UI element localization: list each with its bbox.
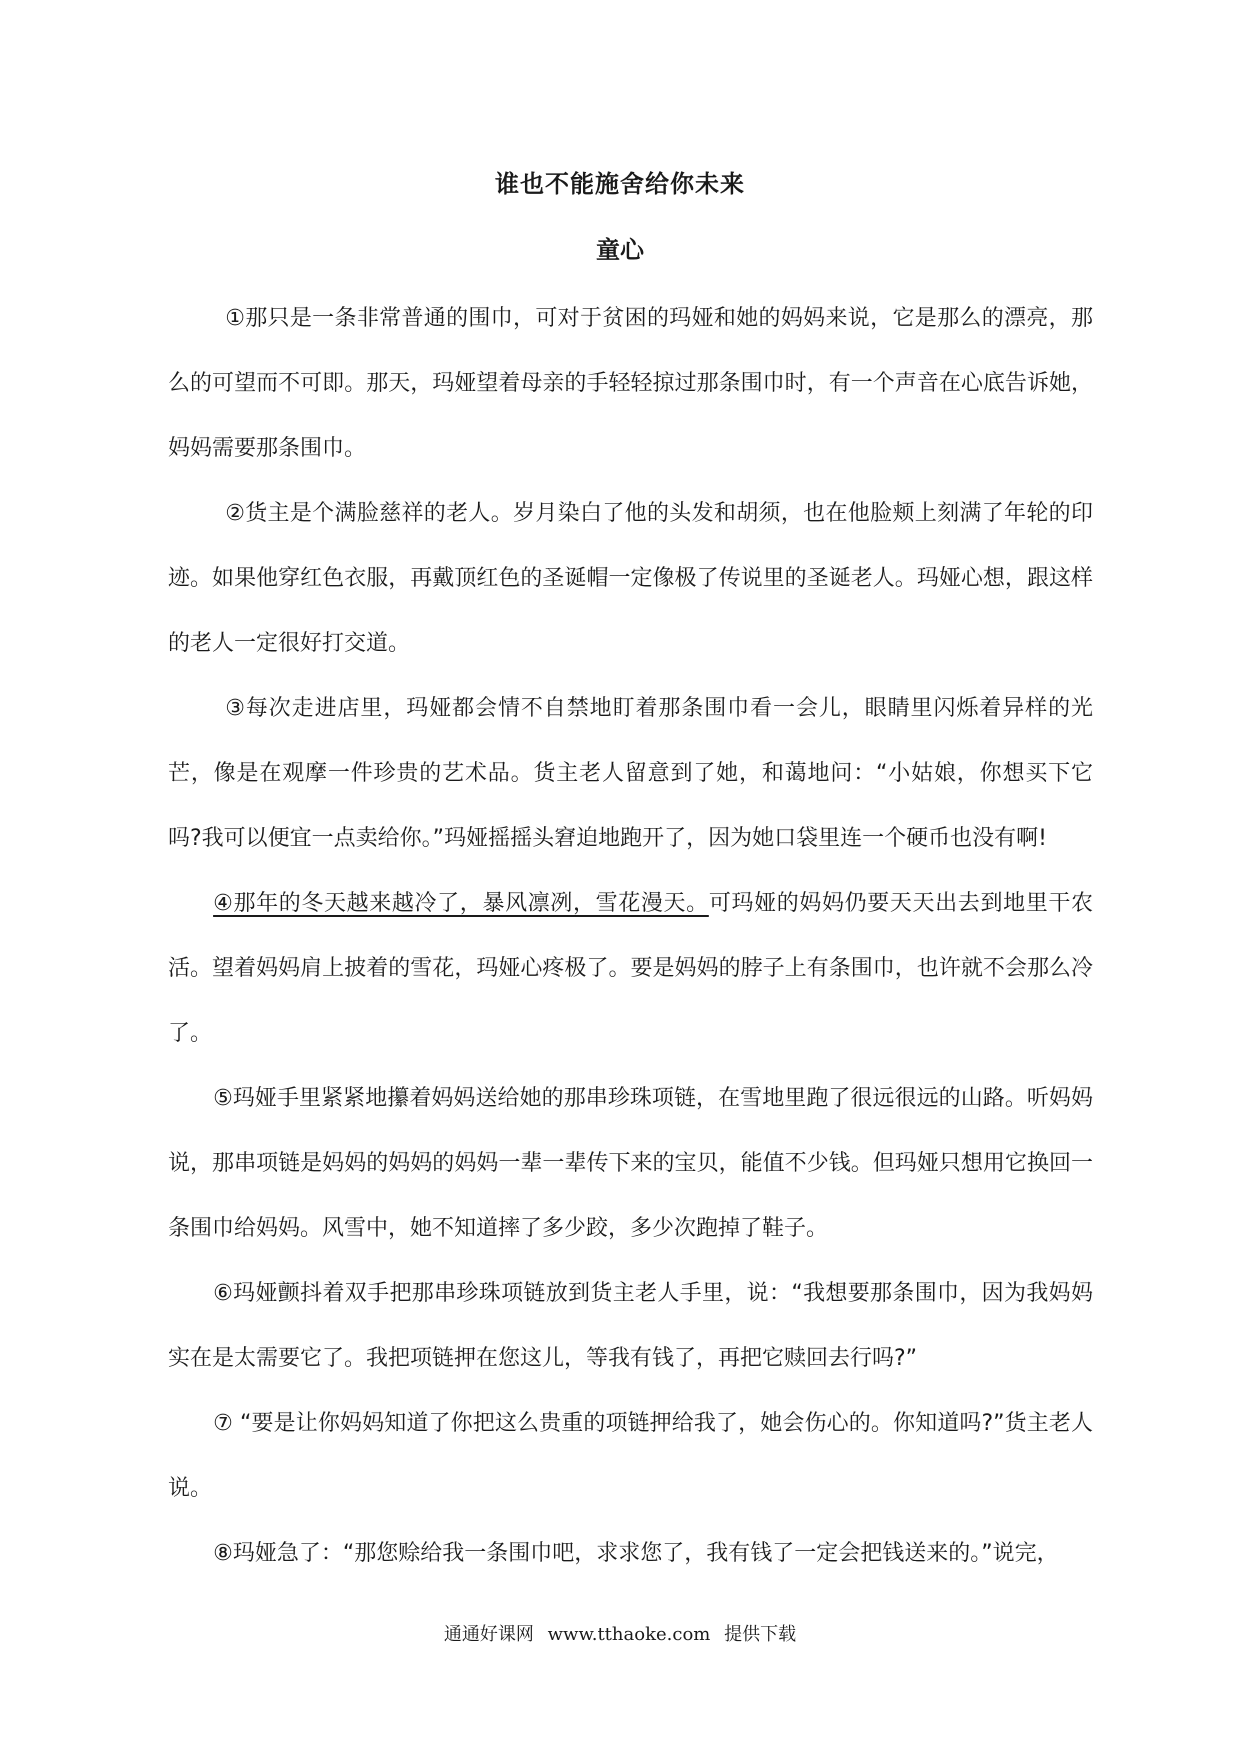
paragraph-1: ①那只是一条非常普通的围巾，可对于贫困的玛娅和她的妈妈来说，它是那么的漂亮，那么的可望而不可即。那天，玛娅望着母亲的手轻轻掠过那条围巾时，有一个声音在心底告诉她，妈妈需要那条围巾。: [168, 306, 1093, 461]
paragraph-8: ⑧玛娅急了：“那您赊给我一条围巾吧，求求您了，我有钱了一定会把钱送来的。”说完，: [213, 1541, 1059, 1566]
document-author: 童心: [596, 236, 644, 264]
document-title: 谁也不能施舍给你未来: [495, 170, 745, 198]
footer-note: 提供下载: [724, 1624, 797, 1645]
footer-url[interactable]: www.tthaoke.com: [547, 1624, 711, 1645]
underlined-sentence: ④那年的冬天越来越冷了，暴风凛冽，雪花漫天。: [213, 891, 709, 916]
paragraph-7: ⑦ “要是让你妈妈知道了你把这么贵重的项链押给我了，她会伤心的。你知道吗?”货主老人说。: [168, 1411, 1093, 1501]
paragraph-5: ⑤玛娅手里紧紧地攥着妈妈送给她的那串珍珠项链，在雪地里跑了很远很远的山路。听妈妈说，那串项链是妈妈的妈妈的妈妈一辈一辈传下来的宝贝，能值不少钱。但玛娅只想用它换回一条围巾给妈妈。风雪中，她不知道摔了多少跤，多少次跑掉了鞋子。: [168, 1086, 1093, 1241]
footer-site-name: 通通好课网: [443, 1624, 534, 1645]
paragraph-4-rest: 可玛娅的妈妈仍要天天出去到地里干农活。望着妈妈肩上披着的雪花，玛娅心疼极了。要是妈妈的脖子上有条围巾，也许就不会那么冷了。: [168, 891, 1093, 1046]
paragraph-4: [168, 871, 1093, 1066]
document-body: [168, 286, 1093, 1586]
paragraph-2: ②货主是个满脸慈祥的老人。岁月染白了他的头发和胡须，也在他脸颊上刻满了年轮的印迹。如果他穿红色衣服，再戴顶红色的圣诞帽一定像极了传说里的圣诞老人。玛娅心想，跟这样的老人一定很好打交道。: [168, 501, 1093, 656]
paragraph-3: ③每次走进店里，玛娅都会情不自禁地盯着那条围巾看一会儿，眼睛里闪烁着异样的光芒，像是在观摩一件珍贵的艺术品。货主老人留意到了她，和蔼地问：“小姑娘，你想买下它吗?我可以便宜一点卖给你。”玛娅摇摇头窘迫地跑开了，因为她口袋里连一个硬币也没有啊!: [168, 696, 1093, 851]
paragraph-6: ⑥玛娅颤抖着双手把那串珍珠项链放到货主老人手里，说：“我想要那条围巾，因为我妈妈实在是太需要它了。我把项链押在您这儿，等我有钱了，再把它赎回去行吗?”: [168, 1281, 1093, 1371]
page-footer: [0, 1620, 1240, 1646]
